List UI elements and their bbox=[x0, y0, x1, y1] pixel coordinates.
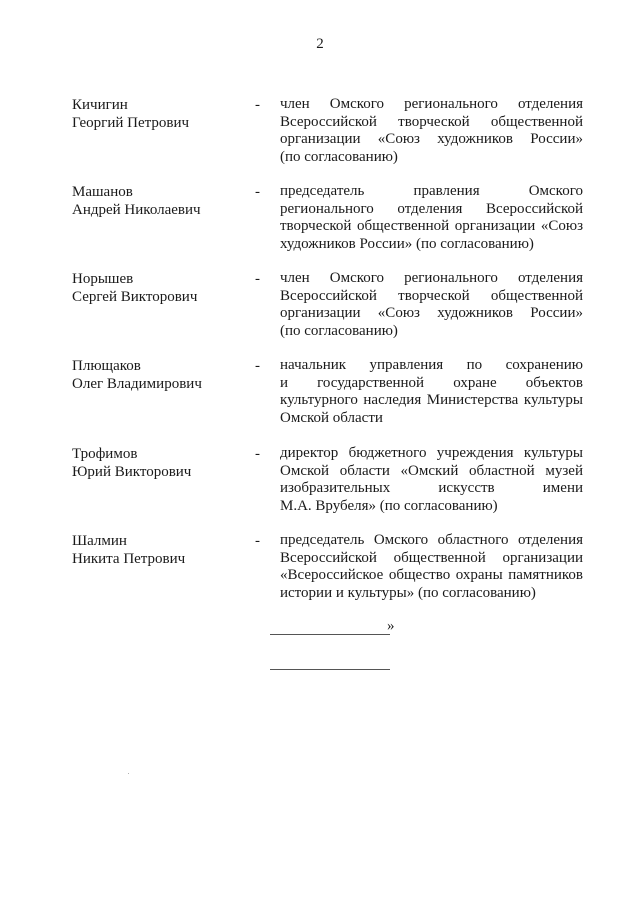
member-surname: Кичигин bbox=[72, 97, 128, 113]
role-line: председатель правления Омского bbox=[280, 183, 583, 199]
member-role bbox=[280, 532, 583, 602]
role-line: директор бюджетного учреждения культуры bbox=[280, 445, 583, 461]
member-name bbox=[72, 445, 247, 481]
role-line: Всероссийской творческой общественной bbox=[280, 113, 583, 130]
dash-separator: - bbox=[255, 97, 260, 113]
dash-separator: - bbox=[255, 184, 260, 200]
role-line: председатель Омского областного отделения bbox=[280, 532, 583, 548]
role-line: организации «Союз художников России» bbox=[280, 305, 583, 322]
closing-quote-mark: » bbox=[387, 618, 395, 634]
role-line: культурного наследия Министерства культуры bbox=[280, 392, 583, 409]
role-line: «Всероссийское общество охраны памятников bbox=[280, 567, 583, 584]
member-given-name: Юрий Викторович bbox=[72, 464, 192, 480]
member-role bbox=[280, 445, 583, 515]
role-line: член Омского регионального отделения bbox=[280, 96, 583, 112]
member-given-name: Сергей Викторович bbox=[72, 289, 198, 305]
member-given-name: Олег Владимирович bbox=[72, 376, 202, 392]
role-line: изобразительных искусств имени bbox=[280, 480, 583, 497]
member-given-name: Андрей Николаевич bbox=[72, 202, 201, 218]
role-line: Омской области «Омский областной музей bbox=[280, 462, 583, 479]
role-line: художников России» (по согласованию) bbox=[280, 235, 534, 252]
member-surname: Норышев bbox=[72, 271, 134, 287]
role-line: (по согласованию) bbox=[280, 148, 398, 165]
member-surname: Трофимов bbox=[72, 446, 138, 462]
member-given-name: Георгий Петрович bbox=[72, 115, 190, 131]
member-name bbox=[72, 96, 247, 132]
member-role bbox=[280, 357, 583, 427]
dash-separator: - bbox=[255, 533, 260, 549]
member-name bbox=[72, 357, 247, 393]
member-surname: Плющаков bbox=[72, 358, 141, 374]
dash-separator: - bbox=[255, 446, 260, 462]
role-line: (по согласованию) bbox=[280, 322, 398, 339]
end-separator-line bbox=[270, 669, 390, 670]
member-role bbox=[280, 96, 583, 166]
member-name bbox=[72, 270, 247, 306]
role-line: Омской области bbox=[280, 409, 383, 426]
member-given-name: Никита Петрович bbox=[72, 551, 186, 567]
role-line: регионального отделения Всероссийской bbox=[280, 200, 583, 217]
member-role bbox=[280, 270, 583, 340]
member-surname: Машанов bbox=[72, 184, 133, 200]
role-line: М.А. Врубеля» (по согласованию) bbox=[280, 497, 498, 514]
role-line: Всероссийской общественной организации bbox=[280, 549, 583, 566]
closing-underline bbox=[270, 618, 390, 635]
role-line: творческой общественной организации «Союз bbox=[280, 218, 583, 235]
dash-separator: - bbox=[255, 271, 260, 287]
dash-separator: - bbox=[255, 358, 260, 374]
member-name bbox=[72, 183, 247, 219]
scan-speck bbox=[128, 773, 129, 774]
role-line: истории и культуры» (по согласованию) bbox=[280, 584, 536, 601]
member-name bbox=[72, 532, 247, 568]
role-line: и государственной охране объектов bbox=[280, 374, 583, 391]
role-line: начальник управления по сохранению bbox=[280, 357, 583, 373]
role-line: организации «Союз художников России» bbox=[280, 131, 583, 148]
member-surname: Шалмин bbox=[72, 533, 127, 549]
role-line: Всероссийской творческой общественной bbox=[280, 287, 583, 304]
role-line: член Омского регионального отделения bbox=[280, 270, 583, 286]
member-role bbox=[280, 183, 583, 253]
page-number: 2 bbox=[316, 36, 324, 52]
